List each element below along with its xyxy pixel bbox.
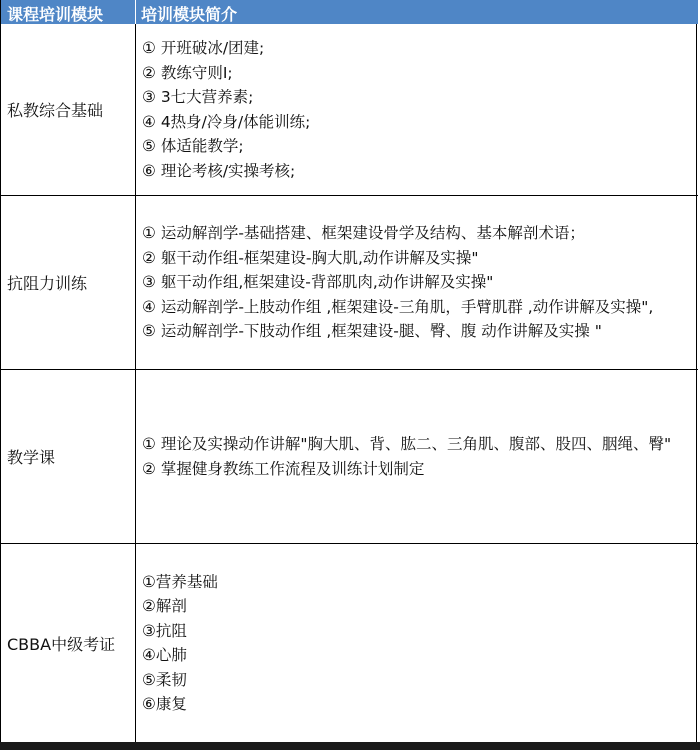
list-item: ①营养基础 [142, 572, 218, 591]
module-description [142, 544, 692, 742]
list-item: ⑤柔韧 [142, 670, 187, 689]
list-item: ③抗阻 [142, 621, 187, 640]
module-name: 私教综合基础 [1, 24, 136, 195]
bottom-border [0, 742, 700, 750]
module-description [142, 196, 692, 369]
list-item: ④ 运动解剖学-上肢动作组 ,框架建设-三角肌，手臂肌群 ,动作讲解及实操", [142, 297, 654, 316]
module-name: 教学课 [1, 370, 136, 543]
header-module-label: 课程培训模块 [7, 5, 104, 24]
list-item: ① 理论及实操动作讲解"胸大肌、背、肱二、三角肌、腹部、股四、胭绳、臀" [142, 435, 672, 453]
module-description [142, 370, 692, 543]
table-header [1, 0, 698, 24]
module-name: CBBA中级考证 [1, 544, 136, 742]
list-item: ⑥康复 [142, 695, 187, 713]
header-divider [135, 0, 136, 24]
header-intro-label: 培训模块简介 [141, 5, 238, 24]
list-item: ⑤ 体适能教学; [142, 137, 244, 155]
list-item: ① 开班破冰/团建; [142, 39, 265, 57]
list-item: ⑥ 理论考核/实操考核; [142, 161, 296, 180]
list-item: ② 躯干动作组-框架建设-胸大肌,动作讲解及实操" [142, 248, 479, 267]
list-item: ②解剖 [142, 597, 187, 615]
list-item: ⑤ 运动解剖学-下肢动作组 ,框架建设-腿、臀、腹 动作讲解及实操 " [142, 322, 602, 341]
list-item: ③ 躯干动作组,框架建设-背部肌肉,动作讲解及实操" [142, 273, 494, 292]
table-row [1, 24, 698, 196]
list-item: ④心肺 [142, 646, 187, 664]
list-item: ② 掌握健身教练工作流程及训练计划制定 [142, 459, 425, 478]
module-description [142, 24, 692, 195]
list-item: ② 教练守则I; [142, 63, 233, 82]
list-item: ③ 3七大营养素; [142, 88, 254, 106]
table-row [1, 370, 698, 544]
table-row [1, 544, 698, 742]
list-item: ④ 4热身/冷身/体能训练; [142, 112, 311, 131]
table-row [1, 196, 698, 370]
list-item: ① 运动解剖学-基础搭建、框架建设骨学及结构、基本解剖术语； [142, 224, 585, 243]
module-name: 抗阻力训练 [1, 196, 136, 369]
